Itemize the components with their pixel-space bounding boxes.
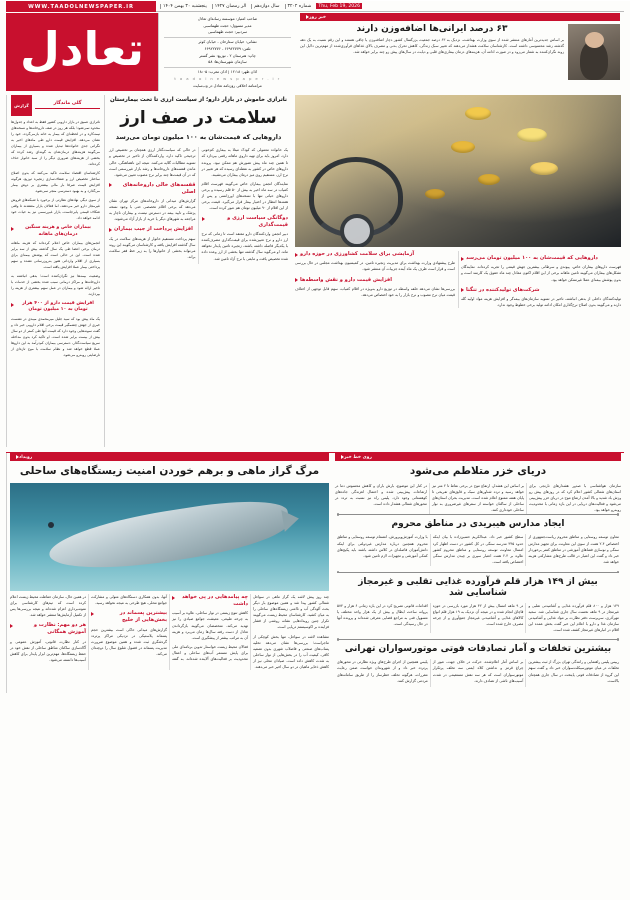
date-hijri: الر رمضان ۱۴۲۷ [212, 4, 248, 9]
logo-triangle-icon [36, 83, 50, 91]
event-label-bar [10, 453, 329, 461]
newsline-paragraph: سازمان هواشناسی با صدور هشدارهای نارنجی برای استان‌های شمالی کشور اعلام کرد که در روزهای پیش رو وزش باد شدید و بالا آمدن ارتفاع موج در دریای خزر پیش‌بینی می‌شود و فعالیت‌های دریایی در این بازه زمانی با محدودیت روبه‌رو خواهد بود. [529, 484, 621, 513]
top-news-body: بر اساس جدیدترین آمارهای منتشر شده از سوی وزارت بهداشت، نزدیک به ۶۳ درصد جمعیت بزرگسال کشور دچار اضافه‌وزن یا چاقی هستند و این رقم نسبت به یک دهه گذشته رشد محسوسی داشته است. کارشناسان سلامت هشدار می‌دهند که تغییر سبک زندگی، کاهش تحرک بدنی و مصرف بالای غذاهای فرآوری‌شده از مهم‌ترین دلایل این روند نگران‌کننده به شمار می‌رود و در صورت ادامه آن، هزینه‌های درمان بیماری‌های قلبی و دیابت در سال‌های پیش رو چند برابر خواهد شد. [300, 37, 564, 54]
imprint-block [158, 13, 296, 91]
lead-headline[interactable]: سلامت در صف ارز [120, 107, 277, 128]
event-subheading-text: چه پیامدهایی در پی خواهد داشت [181, 594, 248, 607]
newsline-label: روی خط خبر [344, 454, 372, 460]
imprint-line: مدیر مسوول: حجت طهماسبی [203, 22, 252, 28]
newsline-paragraph: در کنار این موضوع، بارش باران و کاهش محسوس دما در ارتفاعات پیش‌بینی شده و احتمال لغزندگی جاده‌های کوهستانی وجود دارد. پلیس راه نیز نسبت به تردد در محورهای شمالی هشدار داده است. [335, 484, 427, 507]
bottom-story-headline[interactable]: ایجاد مدارس هیبریدی در مناطق محروم [391, 519, 565, 530]
event-section-body: کاهش تنوع زیستی در نوار ساحلی، علاوه بر آسیب به چرخه طبیعی، معیشت جوامع صیادی را نیز تهدید می‌کند. متخصصان می‌گویند بازگرداندن تعادل از دست رفته سال‌ها زمان می‌برد و هزینه آن به مراتب بیشتر از پیشگیری است. [172, 611, 248, 640]
lead-paragraph: در حالی که سیاست‌گذار ارزی همچنان بر تخصیص ارز ترجیحی تاکید دارد، واردکنندگان از تاخیر در تخصیص و تسویه مطالبات گلایه می‌کنند. نتیجه این ناهماهنگی، خالی ماندن قفسه‌های داروخانه‌ها و رشد بازار غیررسمی است که در آن قیمت‌ها چند برابر نرخ مصوب تعیین می‌شود. [109, 148, 196, 177]
imprint-web: t a a d o l n e w s p a p e r . i r [174, 76, 281, 82]
arrow-icon [306, 15, 309, 19]
newsline-paragraph: بر اساس این هشدار، ارتفاع موج در برخی نقاط تا ۲ متر نیز خواهد رسید و تردد شناورهای سبک و قایق‌های تفریحی تا پایان هفته ممنوع اعلام شده است. مدیریت بحران استان‌های ساحلی از ساکنان خواسته از سفرهای غیرضروری به نوار ساحلی خودداری کنند. [432, 484, 524, 513]
event-paragraph: در همین حال، سازمان حفاظت محیط زیست اعلام کرده است که تیم‌های کارشناسی برای نمونه‌برداری اعزام شده‌اند و نتیجه بررسی‌ها پس از تکمیل آزمایش‌ها منتشر خواهد شد. [10, 595, 86, 618]
story-divider [337, 572, 619, 573]
lead-subheading-text: دوگانگی سیاست ارزی و قیمت‌گذاری [227, 215, 288, 228]
triangle-bullet-icon [11, 303, 14, 307]
event-subheading-text: بیشترین پسماند در بخش‌هایی از خلیج [119, 610, 167, 624]
lead-kicker: ناترازی خاموش در بازار دارو؛ از سیاست ارزی تا تخت بیمارستان [109, 97, 287, 103]
website-url[interactable]: WWW.TAADOLNEWSPAPER.IR [6, 1, 156, 12]
newsline-body-columns [335, 483, 621, 514]
left-subheading-text: شرکت‌های تولیدکننده در تنگنا [466, 286, 540, 293]
imprint-divider [164, 67, 291, 68]
bottom-story [337, 572, 619, 634]
rail-subheading-text: بیماران خاص و هزینه سنگین درمان‌های ماهانه [25, 225, 91, 237]
bottom-story-columns [337, 534, 619, 565]
triangle-bullet-icon [109, 228, 112, 232]
triangle-bullet-icon [10, 624, 13, 628]
left-subheading[interactable] [461, 287, 621, 294]
rail-section-body: یک ماه پیش بود که سید جلیل میرمحمدی میبدی در نشست خبری از جهش چشمگیر قیمت برخی اقلام دارویی خبر داد و گفت نمونه‌هایی وجود دارد که قیمت آنها طی کمتر از دو سال بیش از بیست برابر شده است. او تاکید کرد بدون مداخله سریع سیاست‌گذار، دسترسی بیماران کم‌درآمد به این داروها عملا قطع خواهد شد و نظام سلامت با موج تازه‌ای از نارضایتی روبه‌رو می‌شود. [11, 316, 100, 357]
date-bar [156, 1, 624, 12]
newsline-label-bar [335, 453, 621, 461]
top-news-portrait-photo [568, 24, 620, 80]
lead-section-body: گزارش‌های میدانی از داروخانه‌های مرکز تهران نشان می‌دهد که برخی اقلام تخصصی حتی با وجود نسخه پزشک و تایید بیمه در دسترس نیست و بیماران ناچار به مراجعه به شهرهای دیگر یا خرید از بازار آزاد می‌شوند. [109, 198, 196, 222]
pill-shape [478, 174, 500, 185]
lead-section-body: دبیر انجمن واردکنندگان دارو معتقد است تا زمانی که نرخ ارز دارو و نرخ تعیین‌شده برای قیمت‌گذاری مصرف‌کننده با یکدیگر فاصله داشته باشند، زنجیره تامین پایدار نخواهد ماند. او می‌گوید سال گذشته تنها بخشی از ارز وعده داده شده تخصیص یافت و مابقی با نرخ آزاد تامین شد. [201, 232, 288, 261]
lead-subheading[interactable] [202, 215, 289, 229]
top-strip [6, 1, 624, 12]
pill-shape [530, 162, 558, 175]
prayer-times: اذان ظهر: ۱۲:۱۸ | اذان مغرب: ۱۸:۰۵ [197, 69, 258, 75]
arrow-icon [341, 455, 344, 459]
bottom-story [337, 639, 619, 686]
lead-paragraph: نمایندگان انجمن بیماران خاص می‌گویند فهرست اقلام کمیاب در سه ماه اخیر به بیش از ۵۰ قلم رسیده و برخی داروهای حیاتی تنها با نسخه‌های اورژانسی و پس از هفته‌ها انتظار در اختیار بیمار قرار می‌گیرد. قیمت برخی از این اقلام از ۹۰ میلیون تومان هم عبور کرده است. [201, 181, 288, 210]
left-subheading-text: داروهایی که قیمت‌شان به ۱۰۰ میلیون تومان می‌رسد [466, 255, 598, 261]
triangle-bullet-icon [11, 227, 14, 231]
event-subheading[interactable] [91, 610, 167, 624]
lead-subheading[interactable] [109, 182, 196, 196]
right-sections [332, 453, 624, 693]
author-name[interactable]: گلی ماندگار [35, 95, 100, 109]
triangle-bullet-icon [172, 596, 175, 600]
newsline-headline[interactable]: دریای خزر متلاطم می‌شود [409, 465, 547, 477]
left-subheading[interactable] [295, 277, 455, 284]
imprint-line: چاپ: هنرستان ۲ - توزیع: نشر گستر [199, 52, 256, 58]
imprint-line: تلفن: ۶۶۹۲۲۷۷۹ - ۶۶۹۲۲۷۷۶ [204, 46, 251, 52]
report-badge: گزارش [11, 95, 32, 116]
newspaper-logo[interactable] [6, 13, 158, 91]
story-divider [337, 514, 619, 515]
right-rail [6, 95, 104, 447]
rail-paragraph: کارشناسان اقتصاد سلامت تاکید می‌کنند که بدون اصلاح ساختار تخصیص ارز و شفاف‌سازی زنجیره توزیع، هرگونه افزایش قیمت صرفا بار مالی بیشتری بر دوش بیمار می‌گذارد و به بهبود دسترسی منجر نمی‌شود. [11, 171, 100, 194]
lead-story-column [104, 95, 292, 447]
story-divider [337, 639, 619, 640]
main-content [6, 95, 624, 447]
bottom-story-paragraph: سطح کشور خبر داد. عبدالکریم حسین‌زاده با بیان اینکه حدود ۳۴۵ مدرسه سنگی در کل کشور در دست اظهار کرد امسال معاونت توسعه روستایی و مناطق محروم کشور علاوه بر ۲.۴ همت اعتبار سپری بر چیدن مدارس سنگی اختصاص یافته است. [432, 535, 524, 564]
left-subheading[interactable] [461, 255, 621, 262]
bottom-story-paragraph: بر اساس آمار اعلام‌شده، حرکت در خلاف جهت، عبور از چراغ قرمز و نداشتن کلاه ایمنی سه تخلف پرتکرار موتورسواران است که هر سه نقش مستقیمی در شدت آسیب‌های ناشی از تصادف دارند. [432, 660, 524, 683]
fish-shape [46, 493, 293, 580]
left-column [292, 95, 624, 447]
event-paragraph: فعالان محیط زیست خواستار تدوین برنامه‌ای ملی برای پایش مستمر آب‌های ساحلی و اعمال محدودیت بر فعالیت‌های آلاینده شده‌اند. به گفته آنها، بدون همکاری دستگاه‌های متولی و مشارکت جوامع محلی، هیچ طرحی به نتیجه نخواهد رسید. [91, 595, 248, 661]
imprint-line: سازمان شهرستان‌ها: ۵۸ [208, 59, 247, 65]
pill-shape [465, 107, 491, 120]
top-news-label-bar [300, 13, 620, 21]
lead-subheading-text: افزایش پرداخت از جیب بیماران [114, 226, 193, 233]
lead-body-columns [109, 147, 288, 263]
bottom-story-headline[interactable]: بیش از ۱۴۹ هزار قلم فرآورده غذایی تقلبی و غیرمجاز شناسایی شد [358, 576, 598, 598]
triangle-bullet-icon [91, 612, 94, 616]
secondary-sections [6, 452, 624, 693]
bottom-story-paragraph: معاون توسعه روستایی و مناطق محروم ریاست‌جمهوری از اختصاص ۲.۴ همت از سوی این معاونت برای تجهیز مدارس سنگی و نوسازی فضاهای آموزشی در مناطق کمتر برخوردار خبر داد و گفت این اعتبار در قالب طرح‌های مشارکتی هزینه خواهد شد. [528, 535, 619, 564]
masthead [6, 13, 624, 91]
logo-wordmark: تعادل [19, 22, 145, 76]
bottom-story-paragraph: ۱۴۹ هزار و ۸۰۰ قلم فرآورده غذایی و آشامیدنی تقلبی و غیرمجاز در ۹ ماهه نخست سال جاری شناسایی شد. سعید مهرآذری، سرپرست دفتر نظارت بر مواد غذایی و آشامیدنی سازمان غذا و دارو با اعلام این خبر گفت بخش عمده این اقلام در انبارهای غیرمجاز کشف شده است. [528, 604, 619, 633]
event-label: رویداد [19, 454, 33, 460]
left-subheading[interactable] [295, 251, 455, 258]
event-headline[interactable]: مرگ گراز ماهی و برهم خوردن امنیت زیستگاه‌های ساحلی [19, 465, 320, 477]
bottom-story-paragraph: اقدامات قانونی تصریح کرد در این بازه زمانی ۶ هزار و ۵۷۴ پروانه ساخت ابطال و بیش از یک هزار واحد مختلف یا مسوول فنی به مراجع قضایی معرفی شده‌اند و پرونده آنها در حال رسیدگی است. [337, 604, 428, 627]
date-persian: پنجشنبه ۳۰ بهمن ۱۴۰۴ [160, 4, 209, 9]
left-section-body: تولیدکنندگان داخلی از بدهی انباشته، تاخیر در تسویه سازمان‌های بیمه‌گر و افزایش هزینه مواد اولیه گله دارند و می‌گویند بدون اصلاح نرخ‌گذاری امکان ادامه تولید برخی خطوط وجود ندارد. [461, 296, 621, 307]
event-section [6, 453, 332, 693]
triangle-bullet-icon [461, 288, 464, 292]
stethoscope-icon [309, 157, 403, 237]
rail-paragraph: از سوی دیگر، نهادهای نظارتی از برخورد با شبکه‌های فروش غیرمجاز دارو خبر می‌دهند، اما فعالان بازار معتقدند تا وقتی شکاف قیمتی پابرجاست، بازار غیررسمی نیز به حیات خود ادامه خواهد داد. [11, 198, 100, 221]
left-section-body: فهرست داروهای بیماران خاص، پیوندی و سرطانی بیشترین جهش قیمتی را تجربه کرده‌اند. نمایندگان تشکل‌های بیماران می‌گویند تامین ماهانه برخی از این اقلام اکنون معادل چند ماه حقوق یک کارمند است و بدون پوشش بیمه‌ای عملا غیرممکن خواهد بود. [461, 265, 621, 282]
volume-year: سال دوازدهم [251, 4, 281, 9]
rail-subheading-text: افزایش قیمت دارو از ۴۰۰ هزار تومان به ۱۰ میلیون تومان [22, 301, 94, 313]
newspaper-page [0, 1, 630, 900]
bottom-story [337, 514, 619, 565]
left-subheading-text: افزایش قیمت دارو و نقش واسطه‌ها [300, 276, 393, 283]
left-secondary-columns [295, 251, 621, 308]
imprint-divider [164, 37, 291, 38]
event-subheading-text: هر دو مهم: نظارت و آموزش همگانی [33, 622, 86, 636]
pill-shape [451, 141, 475, 153]
event-body-columns [10, 594, 329, 670]
lead-photo [295, 95, 621, 247]
lead-subheading-text: قفسه‌های خالی داروخانه‌های اصلی [122, 181, 196, 195]
top-news-label: خبر روز [309, 14, 327, 20]
bottom-story-headline[interactable]: بیشترین تخلفات و آمار تصادفات فوتی موتورسواران تهرانی [344, 644, 612, 655]
triangle-bullet-icon [295, 253, 298, 257]
top-news-block [296, 13, 624, 91]
rail-intro: ناترازی عمیق در بازار دارویی کشور فقط به اعداد و جدول‌ها محدود نمی‌شود؛ بلکه هر روز در صف داروخانه‌ها و نسخه‌های نیمه‌کاره و در لحظه‌ای که بیمار به خانه بازمی‌گردد، خود را نشان می‌دهد. افزایش قیمت دارو طی ماه‌های اخیر به نگرانی جدی خانواده‌ها تبدیل شده و بسیاری از بیماران می‌گویند هزینه‌های درمان‌شان به گونه‌ای رشد کرده که بخشی از هزینه‌های ضروری دیگر را از سبد خانوار حذف کرده‌اند. [11, 120, 100, 167]
imprint-line: نشانی: خیابان ستارخان - خیابان کوثر [198, 39, 257, 45]
event-subheading[interactable] [10, 622, 86, 636]
event-paragraph: چند روز پیش لاشه یک گراز ماهی در سواحل شمالی کشور پیدا شد و همین موضوع بار دیگر بحث آلودگی آب و ناامنی زیستگاه‌های ساحلی را به میان کشید. کارشناسان محیط زیست می‌گویند تکرار چنین رویدادهایی نشانه روشنی از فشار فزاینده بر اکوسیستم دریایی است. [253, 595, 329, 630]
imprint-line: سردبیر: حجت طهماسبی [207, 29, 248, 35]
lead-paragraph: یک خانواده معمولی که کودک مبتلا به بیماری کم‌خونی دارد، امروز باید برای تهیه داروی ماهانه رقمی بپردازد که تا همین چند ماه پیش تصورش هم ممکن نبود. پرونده داروهای خاص در کشور به نقطه‌ای رسیده که هر تغییر در نرخ ارز، مستقیم روی میز درمان بیماران می‌نشیند. [201, 148, 288, 177]
report-byline [11, 95, 100, 116]
fish-eye [48, 522, 54, 528]
triangle-bullet-icon [202, 217, 205, 221]
arrow-icon [16, 455, 19, 459]
bottom-stories [335, 514, 621, 686]
rail-subheading[interactable] [11, 225, 100, 238]
lead-section-body: سهم پرداخت مستقیم خانوار از هزینه‌های سلامت در یک سال گذشته افزایش یافته و کارشناسان می‌گویند این روند می‌تواند بخشی از خانوارها را به زیر خط فقر سلامت براند. [109, 236, 196, 259]
imprint-line: صاحب امتیاز: موسسه رسانه‌ای تعادل [197, 16, 258, 21]
triangle-bullet-icon [295, 278, 298, 282]
lead-subheading[interactable] [109, 226, 196, 233]
triangle-bullet-icon [461, 257, 464, 261]
issue-number: شماره ۳۲۰۲ [285, 4, 314, 9]
left-section-body: طرح پیشنهادی وزارت بهداشت برای مدیریت زنجیره تامین، در کمیسیون بهداشت مجلس در حال بررسی است و قرار است ظرف یک ماه آینده جزییات آن منتشر شود. [295, 261, 455, 272]
lead-subheadline: داروهایی که قیمت‌شان به ۱۰۰ میلیون تومان می‌رسد [115, 133, 282, 142]
event-subheading[interactable] [172, 594, 248, 608]
rail-subheading[interactable] [11, 301, 100, 314]
event-section-body: گزارش‌های میدانی حاکی است بیشترین حجم پسماند پلاستیکی در نزدیکی مراکز پرتردد گردشگری ثبت شده و همین موضوع ضرورت مدیریت پسماند در فصول شلوغ سال را دوچندان می‌کند. [91, 627, 167, 656]
triangle-bullet-icon [109, 183, 112, 187]
left-section-body: بررسی‌ها نشان می‌دهد حلقه واسطه در توزیع دارو به‌ویژه در اقلام کمیاب، سهم قابل توجهی از اختلاف قیمت میان نرخ مصوب و نرخ بازار را به خود اختصاص می‌دهد. [295, 286, 455, 297]
date-english: Thu, Feb 19, 2026 [318, 3, 361, 9]
event-section-body: در کنار نظارت قانونی، آموزش عمومی و آگاه‌سازی ساکنان مناطق ساحلی از نقش خود در حفظ زیستگاه‌ها، مهم‌ترین ابزار پایدار برای کاهش آسیب‌ها دانسته می‌شود. [10, 639, 86, 662]
top-news-headline[interactable]: ۶۳ درصد ایرانی‌ها اضافه‌وزن دارند [356, 24, 508, 34]
fish-photo [10, 483, 329, 591]
bottom-story-paragraph: با وزارت آموزش‌وپرورش، انضمام توسعه روستایی و مناطق محروم همچنین درباره مدارس غیردولتی برای اینکه دانش‌آموزان فاصله‌ای در کلاس داشته باشند باید پکیج‌های کمکی آموزشی و تجهیزات لازم تامین شود. [337, 535, 428, 558]
bottom-story-paragraph: در ۹ ماهه امسال بیش از ۳۲ هزار مورد بازرسی در حوزه قاچاق انجام شده و در نتیجه آن نزدیک به ۱۹ هزار قلم انواع کالاهای غذایی و آشامیدنی غیرمجاز جمع‌آوری و از چرخه مصرف خارج شده است. [432, 604, 524, 627]
rail-paragraph: وضعیت بیمه‌ها نیز نگران‌کننده است؛ بدهی انباشته به داروخانه‌ها و مراکز درمانی سبب شده بخشی از خدمات با تاخیر ارائه شود و بیماران در عمل سهم بیشتری از هزینه را بپردازند. [11, 274, 100, 297]
rail-section-body: انجمن‌های بیماران خاص اعلام کرده‌اند که هزینه ماهانه درمان برخی اعضا طی یک سال گذشته بیش از سه برابر شده است. این در حالی است که پوشش بیمه‌ای برای بسیاری از اقلام وارداتی هنوز به‌روزرسانی نشده و سهم پرداختی بیمار عملا افزایش یافته است. [11, 240, 100, 269]
left-subheading-text: آزمایشی برای سلامت کشاورزی در حوزه دارو [300, 251, 415, 257]
bottom-story-columns [337, 659, 619, 686]
imprint-ethics: مرامنامه اخلاقی روزنامه تعادل در وب‌سایت [193, 82, 262, 88]
bottom-story-paragraph: پلیس همچنین از اجرای طرح‌های ویژه نظارتی در محورهای پرتردد خبر داد و از شهروندان خواست ضمن رعایت مقررات، هرگونه تخلف خطرساز را از طریق سامانه‌های مردمی گزارش کنند. [337, 660, 428, 683]
bottom-story-columns [337, 603, 619, 633]
bottom-story-paragraph: رییس پلیس راهنمایی و رانندگی تهران بزرگ از ثبت بیشترین تخلفات در میان موتورسیکلت‌سواران خبر داد و گفت سهم این گروه از تصادفات فوتی پایتخت در سال جاری همچنان بالاست. [528, 660, 619, 683]
event-paragraph: مشاهده لاشه در سواحل، تنها بخش کوچکی از ماجراست؛ بررسی‌ها نشان می‌دهد تخلیه پساب‌های صنعتی و فاضلاب شهری بدون تصفیه کافی، کیفیت آب را در بخش‌هایی از نوار ساحلی به شدت کاهش داده است. صیادان محلی نیز از کاهش ذخایر ماهیان در دو سال اخیر خبر می‌دهند. [253, 634, 329, 669]
